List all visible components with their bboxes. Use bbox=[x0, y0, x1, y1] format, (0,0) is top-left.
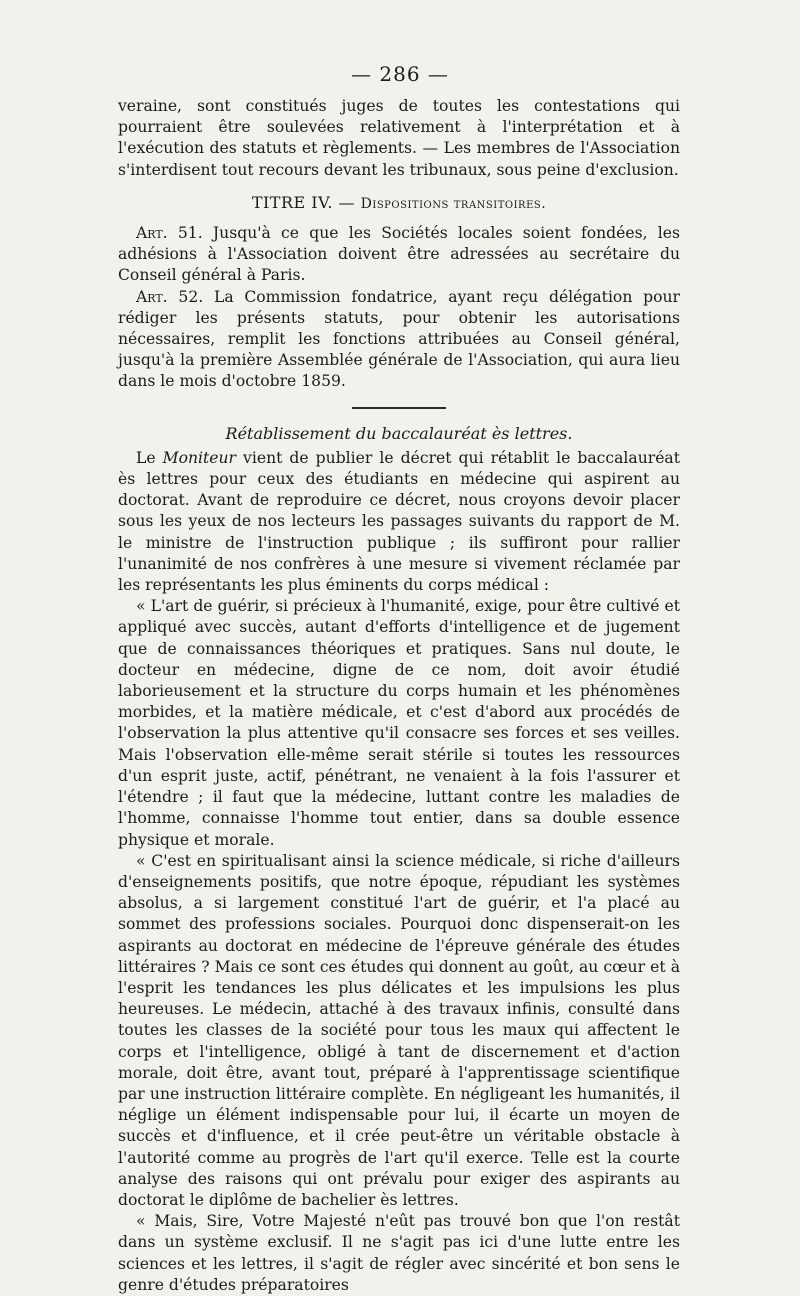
article-label: Art. 52. bbox=[136, 287, 204, 306]
article-52 bbox=[118, 287, 680, 393]
article-text: La Commission fondatrice, ayant reçu délégation pour rédiger les présents statuts, pour obtenir les autorisations nécessaires, remplit les fonctions attribuées au Conseil général, jusqu'à la première Assemblée générale de l'Association, qui aura lieu dans le mois d'octobre 1859. bbox=[118, 287, 680, 391]
intro-rest: vient de publier le décret qui rétablit le baccalauréat ès lettres pour ceux des étudiants en médecine qui aspirent au doctorat. Avant de reproduire ce décret, nous croyons devoir placer sous les yeux de nos lecteurs les passages suivants du rapport de M. le ministre de l'instruction publique ; ils suffiront pour rallier l'unanimité de nos confrères à une mesure si vivement réclamée par les représentants les plus éminents du corps médical : bbox=[118, 448, 680, 595]
intro-paragraph bbox=[118, 448, 680, 596]
section-divider bbox=[352, 407, 446, 409]
title-label: TITRE IV. — bbox=[251, 192, 356, 212]
title-heading bbox=[118, 192, 680, 215]
title-subtitle: Dispositions transitoires. bbox=[360, 195, 547, 212]
article-51 bbox=[118, 223, 680, 287]
page-number: — 286 — bbox=[351, 62, 449, 86]
opening-paragraph: veraine, sont constitués juges de toutes les contestations qui pourraient être soulevées relativement à l'interprétation et à l'exécution des statuts et règlements. — Les membres de l'Association s'interdisent tout recours devant les tribunaux, sous peine d'exclusion. bbox=[118, 97, 680, 179]
article-text: Jusqu'à ce que les Sociétés locales soient fondées, les adhésions à l'Association doivent être adressées au secrétaire du Conseil général à Paris. bbox=[118, 224, 681, 285]
text-block bbox=[118, 96, 680, 1296]
quote-paragraph-3: « Mais, Sire, Votre Majesté n'eût pas trouvé bon que l'on restât dans un système exclusif. Il ne s'agit pas ici d'une lutte entre les sciences et les lettres, il s'agit de régler avec sincérité et bon sens le genre d'études préparatoires bbox=[118, 1212, 680, 1294]
intro-lead: Le bbox=[136, 448, 163, 467]
section-heading: Rétablissement du baccalauréat ès lettres. bbox=[225, 423, 573, 443]
quote-paragraph-1: « L'art de guérir, si précieux à l'humanité, exige, pour être cultivé et appliqué avec succès, autant d'efforts d'intelligence et de jugement que de connaissances théoriques et pratiques. Sans nul doute, le docteur en médecine, digne de ce nom, doit avoir étudié laborieusement et la structure du corps humain et les phénomènes morbides, et la matière médicale, et c'est d'abord aux procédés de l'observation la plus attentive qu'il consacre ses forces et ses veilles. Mais l'observation elle-même serait stérile si toutes les ressources d'un esprit juste, actif, pénétrant, ne venaient à la fois l'assurer et l'étendre ; il faut que la médecine, luttant contre les maladies de l'homme, connaisse l'homme tout entier, dans sa double essence physique et morale. bbox=[118, 597, 680, 849]
article-label: Art. 51. bbox=[136, 224, 203, 243]
quote-paragraph-2: « C'est en spiritualisant ainsi la science médicale, si riche d'ailleurs d'enseignements positifs, que notre époque, répudiant les systèmes absolus, a si largement constitué l'art de guérir, et l'a placé au sommet des professions sociales. Pourquoi donc dispenserait-on les aspirants au doctorat en médecine de l'épreuve générale des études littéraires ? Mais ce sont ces études qui donnent au goût, au cœur et à l'esprit les tendances les plus délicates et les impulsions les plus heureuses. Le médecin, attaché à des travaux infinis, consulté dans toutes les classes de la société pour tous les maux qui affectent le corps et l'intelligence, obligé à tant de discernement et d'action morale, doit être, avant tout, préparé à l'apprentissage scientifique par une instruction littéraire complète. En négligeant les humanités, il néglige un élément indispensable pour lui, il écarte un moyen de succès et d'influence, et il crée peut-être un véritable obstacle à l'autorité comme au progrès de l'art qu'il exerce. Telle est la courte analyse des raisons qui ont prévalu pour exiger des aspirants au doctorat le diplôme de bachelier ès lettres. bbox=[118, 851, 680, 1209]
newspaper-name: Moniteur bbox=[162, 448, 237, 467]
